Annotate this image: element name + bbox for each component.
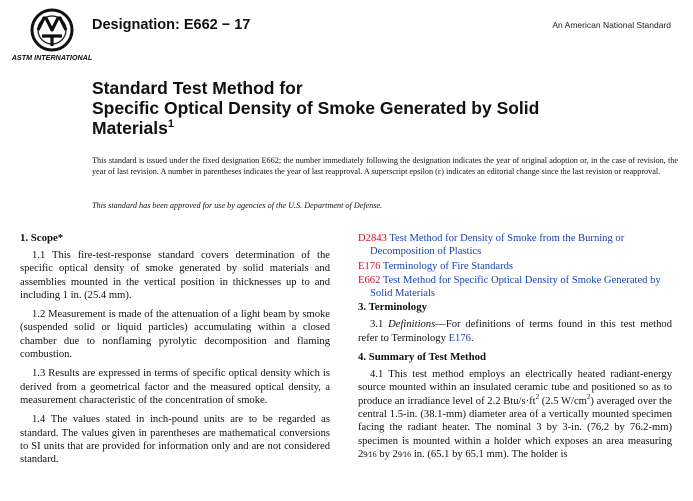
left-column — [20, 232, 330, 472]
approved-statement: This standard has been approved for use by agencies of the U.S. Department of Defense. — [92, 201, 383, 210]
summary-heading: 4. Summary of Test Method — [358, 351, 487, 364]
title-line-2: Specific Optical Density of Smoke Generated by Solid — [92, 98, 540, 118]
summary-para-4-1 — [358, 368, 672, 461]
reference-title-link[interactable]: Test Method for Density of Smoke from the Burning or Decomposition of Plastics — [370, 233, 625, 258]
summary-exp-1: 2 — [535, 392, 540, 401]
astm-logo-icon — [11, 6, 93, 64]
summary-text-a: 4.1 This test method employs an electrically heated radiant-energy source mounted within an insulated ceramic tube and positioned so as to produce an irradiance level of 2.2 Btu/s·ft — [358, 369, 672, 407]
reference-item — [358, 232, 672, 259]
summary-text-c: ) averaged over the central 1.5-in. (38.1-mm) diameter area of a vertically mounted specimen facing the radiant heater. The nominal 3 by 3-in. (76.2 by 76.2-mm) specimen is mounted within a holder which exposes an area measuring 2 — [358, 395, 672, 460]
scope-heading: 1. Scope* — [20, 232, 64, 244]
reference-title-link[interactable]: Terminology of Fire Standards — [382, 260, 514, 272]
reference-item — [358, 260, 672, 273]
reference-code-link[interactable]: D2843 — [358, 233, 387, 244]
designation: Designation: E662 − 17 — [92, 17, 251, 33]
terminology-end: . — [470, 332, 474, 344]
scope-para-1-4: 1.4 The values stated in inch-pound units are to be regarded as standard. The values given in parentheses are mathematical conversions to SI units that are provided for information only and are not considered standard. — [20, 414, 330, 466]
terminology-heading: 3. Terminology — [358, 301, 427, 314]
issued-statement: This standard is issued under the fixed designation E662; the number immediately following the designation indicates the year of original adoption or, in the case of revision, the year of last revision. A number in parentheses indicates the year of last reapproval. A superscript epsilon (ε) indicates an editorial change since the last revision or reapproval. — [92, 156, 678, 177]
reference-item — [358, 274, 672, 301]
title-line-1: Standard Test Method for — [92, 78, 303, 98]
title-footnote-mark: 1 — [167, 118, 174, 130]
reference-title-link[interactable]: Test Method for Specific Optical Density of Smoke Generated by Solid Materials — [370, 274, 661, 300]
title-line-3-text: Materials — [92, 118, 168, 138]
summary-frac-1: 9⁄16 — [363, 449, 377, 459]
scope-para-1-3: 1.3 Results are expressed in terms of specific optical density which is derived from a geometrical factor and the measured optical density, a measurement characteristic of the concentration of smoke. — [20, 368, 330, 406]
title-line-3 — [92, 118, 672, 138]
summary-text-e: in. (65.1 by 65.1 mm). The holder is — [411, 448, 568, 460]
reference-code-link[interactable]: E176 — [358, 260, 381, 272]
summary-text-b: (2.5 W/cm — [539, 395, 587, 407]
scope-para-1-2: 1.2 Measurement is made of the attenuation of a light beam by smoke (suspended solid or liquid particles) accumulating within a closed chamber due to nonflaming pyrolytic decomposition and flaming combustion. — [20, 309, 330, 361]
american-national-standard: An American National Standard — [552, 20, 671, 30]
terminology-para — [358, 318, 672, 345]
summary-exp-2: 2 — [586, 392, 591, 401]
right-column — [358, 232, 672, 467]
terminology-num: 3.1 — [370, 319, 384, 331]
logo-text: ASTM INTERNATIONAL — [11, 53, 93, 62]
scope-para-1-1: 1.1 This fire-test-response standard covers determination of the specific optical density of smoke generated by solid materials and assemblies mounted in the vertical position in thicknesses up to and including 1 in. (25.4 mm). — [20, 250, 330, 301]
reference-code-link[interactable]: E662 — [358, 274, 381, 286]
terminology-term: Definitions — [388, 319, 436, 331]
summary-frac-2: 9⁄16 — [397, 449, 412, 459]
document-title — [92, 78, 672, 138]
terminology-link[interactable]: E176 — [448, 332, 471, 344]
summary-text-d: by 2 — [376, 448, 398, 460]
terminology-text: —For definitions of terms found in this test method refer to Terminology — [358, 319, 673, 344]
